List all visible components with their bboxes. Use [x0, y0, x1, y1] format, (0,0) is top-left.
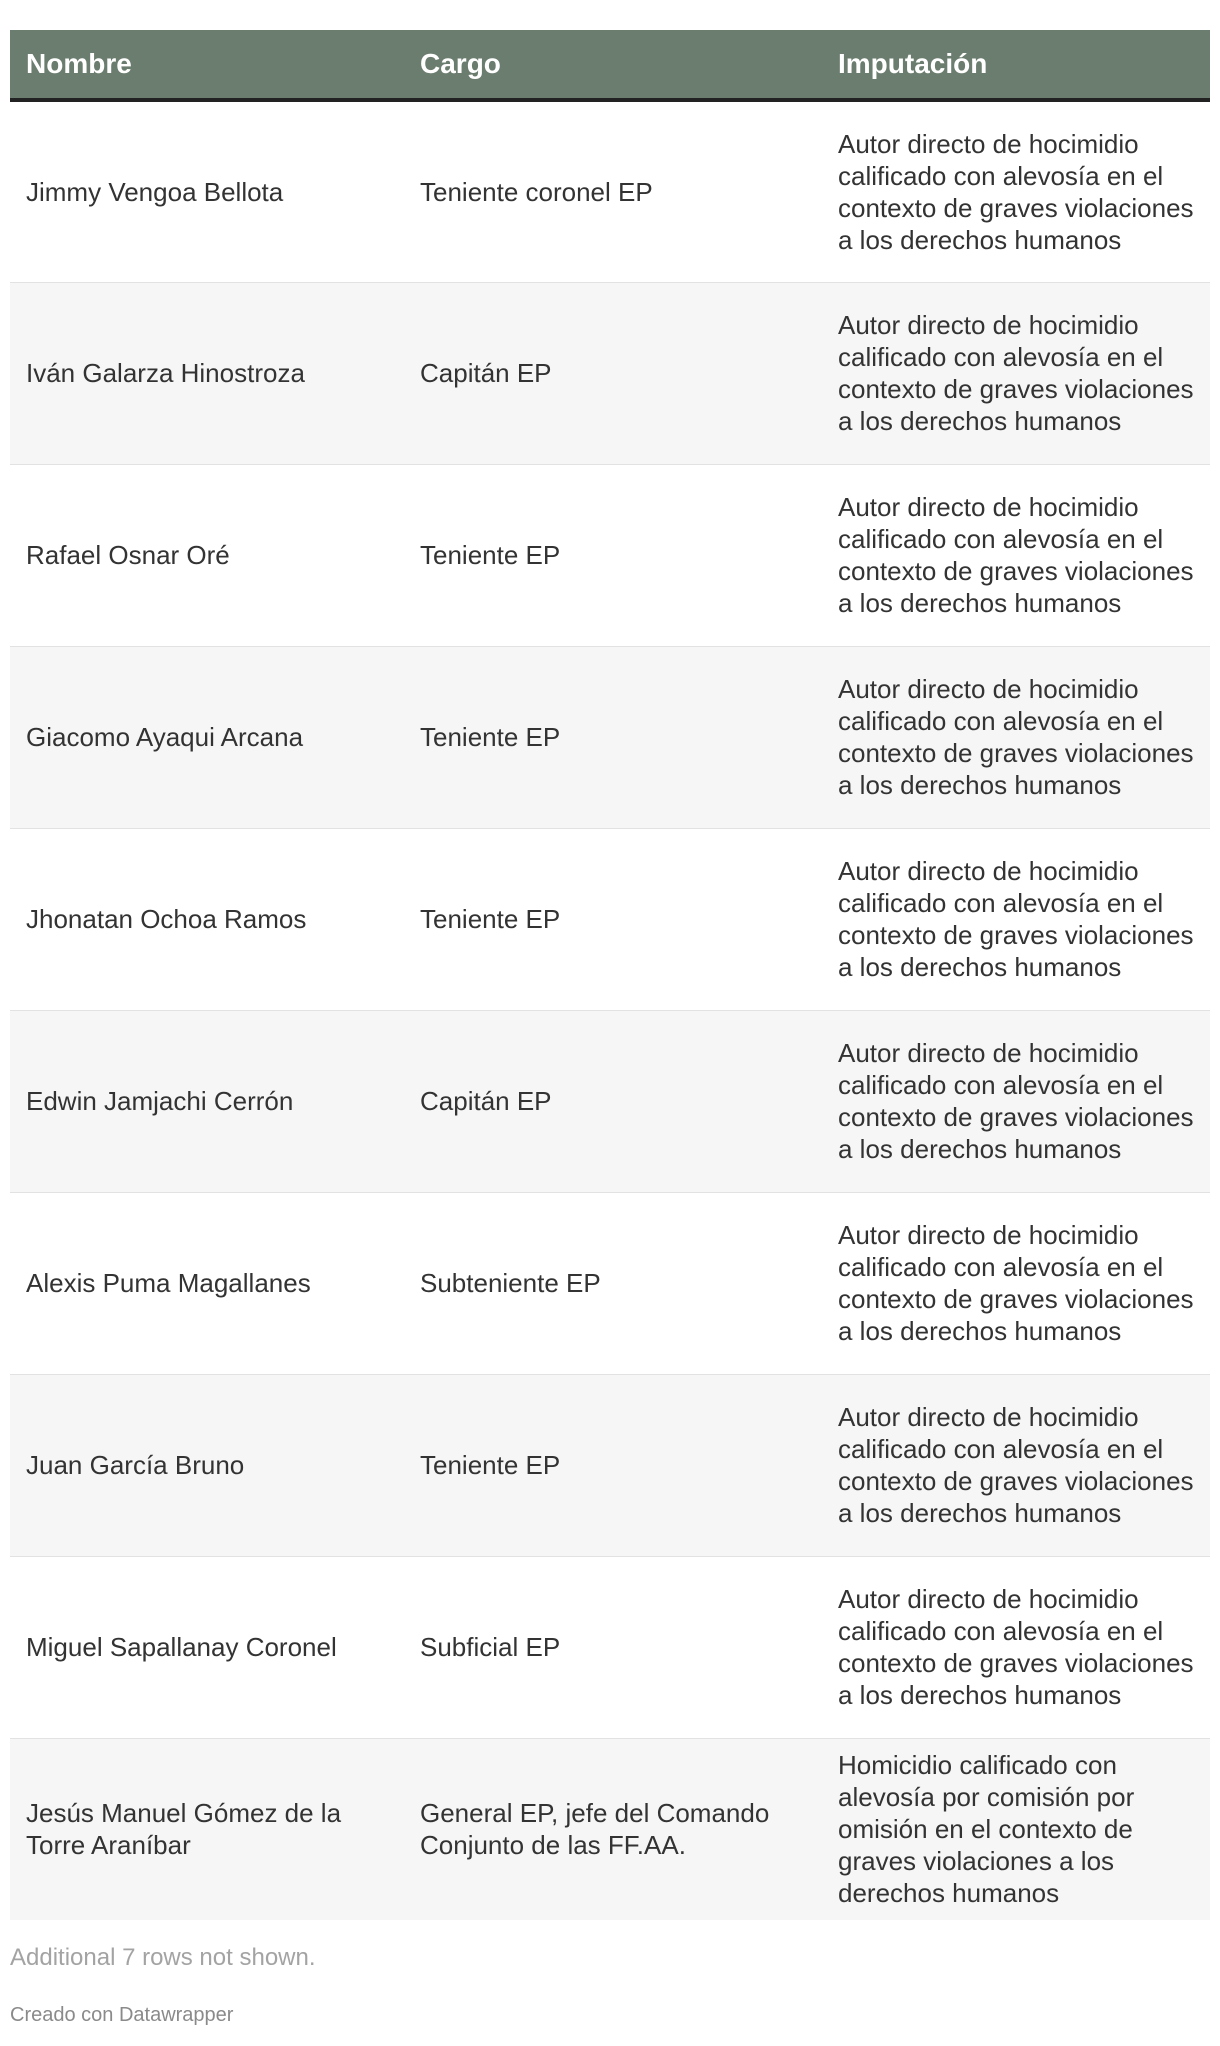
table-row	[10, 1374, 1210, 1556]
table-row	[10, 464, 1210, 646]
cell-nombre: Jhonatan Ochoa Ramos	[26, 904, 307, 934]
table-row	[10, 1738, 1210, 1920]
cell-nombre: Jimmy Vengoa Bellota	[26, 176, 284, 207]
cell-imputacion: Autor directo de hocimidio calificado con alevosía en el contexto de graves violaciones a los derechos humanos	[838, 856, 1194, 982]
cell-nombre: Jesús Manuel Gómez de la Torre Araníbar	[26, 1798, 342, 1861]
cell-nombre: Juan García Bruno	[26, 1450, 245, 1480]
column-header-imputacion[interactable]: Imputación	[838, 48, 988, 79]
cell-nombre: Rafael Osnar Oré	[26, 540, 230, 570]
cell-cargo: Teniente EP	[420, 540, 561, 570]
cell-imputacion: Autor directo de hocimidio calificado con alevosía en el contexto de graves violaciones a los derechos humanos	[838, 492, 1194, 618]
hidden-rows-note: Additional 7 rows not shown.	[10, 1944, 316, 1971]
table-row	[10, 1010, 1210, 1192]
cell-imputacion: Autor directo de hocimidio calificado con alevosía en el contexto de graves violaciones a los derechos humanos	[838, 1220, 1194, 1346]
cell-nombre: Giacomo Ayaqui Arcana	[26, 722, 304, 752]
data-table	[10, 30, 1210, 1920]
cell-cargo: Subficial EP	[420, 1632, 561, 1662]
cell-imputacion: Autor directo de hocimidio calificado con alevosía en el contexto de graves violaciones a los derechos humanos	[838, 1584, 1194, 1710]
cell-nombre: Alexis Puma Magallanes	[26, 1268, 311, 1298]
cell-nombre: Edwin Jamjachi Cerrón	[26, 1086, 294, 1116]
cell-cargo: Teniente coronel EP	[420, 176, 653, 207]
column-header-nombre[interactable]: Nombre	[26, 48, 132, 79]
table-body	[10, 100, 1210, 1920]
cell-cargo: Teniente EP	[420, 904, 561, 934]
cell-imputacion: Autor directo de hocimidio calificado con alevosía en el contexto de graves violaciones a los derechos humanos	[838, 674, 1194, 800]
cell-nombre: Iván Galarza Hinostroza	[26, 358, 305, 388]
table-row	[10, 100, 1210, 282]
cell-imputacion: Autor directo de hocimidio calificado con alevosía en el contexto de graves violaciones a los derechos humanos	[838, 1402, 1194, 1528]
table-row	[10, 1556, 1210, 1738]
cell-imputacion: Autor directo de hocimidio calificado con alevosía en el contexto de graves violaciones a los derechos humanos	[838, 310, 1194, 436]
header-row	[10, 30, 1210, 100]
cell-cargo: Capitán EP	[420, 1086, 552, 1116]
cell-cargo: Teniente EP	[420, 722, 561, 752]
cell-imputacion: Homicidio calificado con alevosía por comisión por omisión en el contexto de graves violaciones a los derechos humanos	[838, 1750, 1135, 1909]
cell-imputacion: Autor directo de hocimidio calificado con alevosía en el contexto de graves violaciones a los derechos humanos	[838, 128, 1194, 255]
table-row	[10, 646, 1210, 828]
datawrapper-credit[interactable]: Creado con Datawrapper	[10, 2004, 234, 2026]
column-header-cargo[interactable]: Cargo	[420, 48, 501, 79]
cell-nombre: Miguel Sapallanay Coronel	[26, 1632, 337, 1662]
cell-cargo: Capitán EP	[420, 358, 552, 388]
cell-imputacion: Autor directo de hocimidio calificado con alevosía en el contexto de graves violaciones a los derechos humanos	[838, 1038, 1194, 1164]
cell-cargo: Teniente EP	[420, 1450, 561, 1480]
cell-cargo: Subteniente EP	[420, 1268, 601, 1298]
table-header	[10, 30, 1210, 100]
table-row	[10, 828, 1210, 1010]
table-row	[10, 282, 1210, 464]
cell-cargo: General EP, jefe del Comando Conjunto de las FF.AA.	[420, 1798, 770, 1861]
table-row	[10, 1192, 1210, 1374]
